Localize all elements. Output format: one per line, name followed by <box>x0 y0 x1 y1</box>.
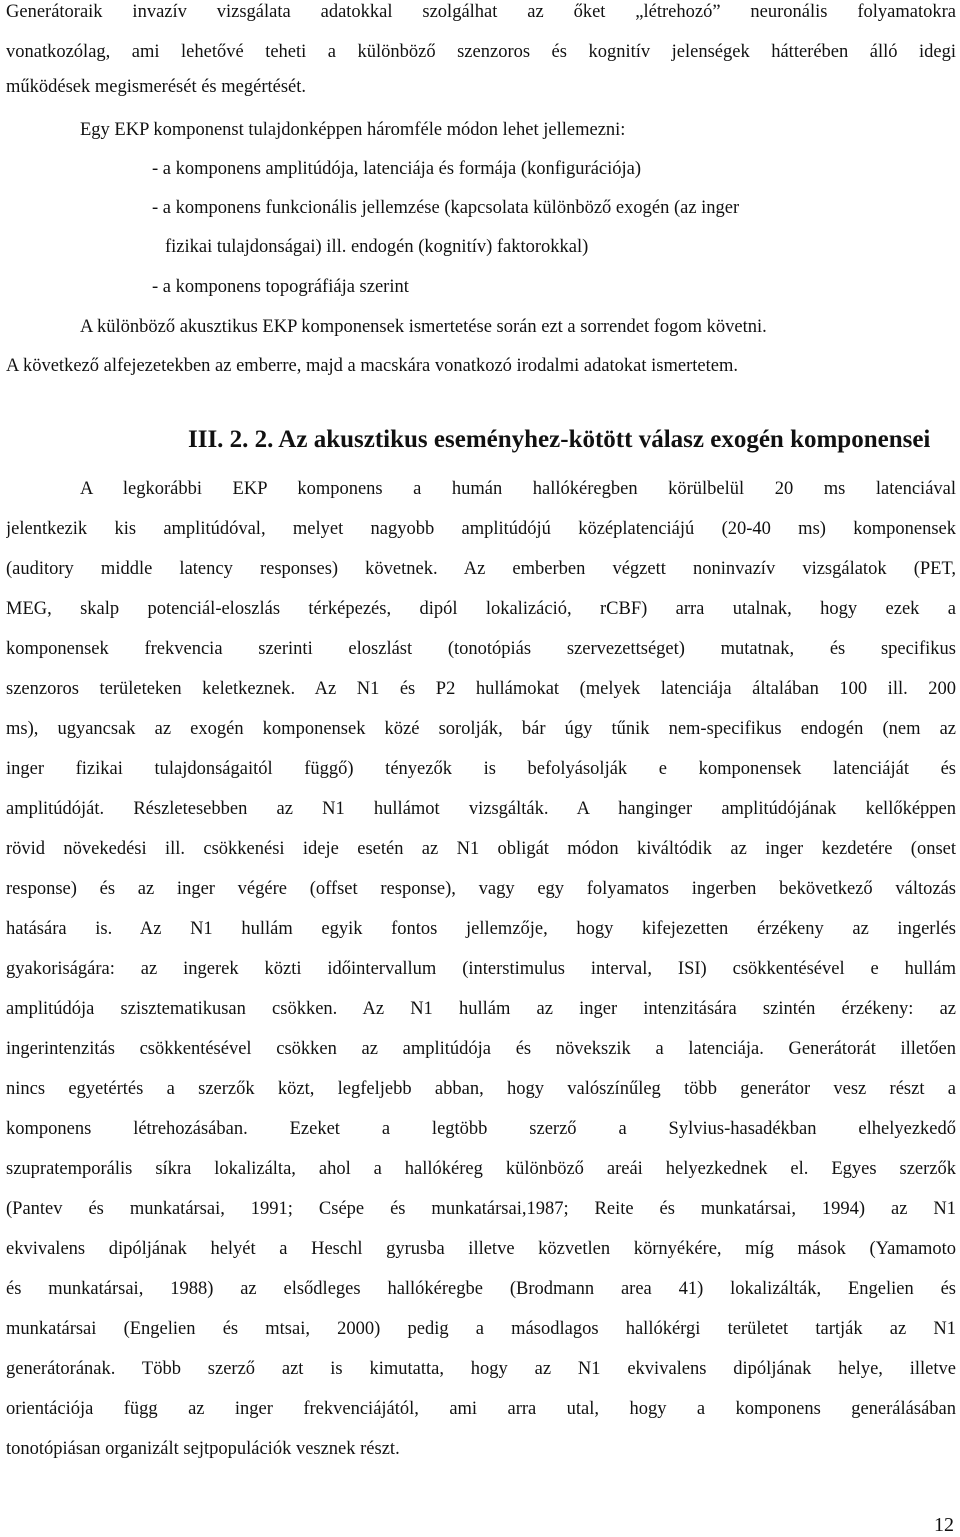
body-line: szenzoros területeken keletkeznek. Az N1 és P2 hullámokat (melyek latenciája általában 100 ill. 200 <box>6 679 956 699</box>
body-line: munkatársai (Engelien és mtsai, 2000) pedig a másodlagos hallókérgi területet tartják az N1 <box>6 1319 956 1339</box>
body-line: komponensek frekvencia szerinti eloszlást (tonotópiás szervezettséget) mutatnak, és specifikus <box>6 639 956 659</box>
body-line: gyakoriságára: az ingerek közti időintervallum (interstimulus interval, ISI) csökkentésével e hullám <box>6 959 956 979</box>
body-line: komponens létrehozásában. Ezeket a legtöbb szerző a Sylvius-hasadékban elhelyezkedő <box>6 1119 956 1139</box>
body-line: tonotópiásan organizált sejtpopulációk vesznek részt. <box>6 1439 400 1459</box>
order-line: A következő alfejezetekben az emberre, majd a macskára vonatkozó irodalmi adatokat ismertetem. <box>6 356 738 376</box>
intro-line: működések megismerését és megértését. <box>6 77 307 97</box>
body-line: (auditory middle latency responses) követnek. Az emberben végzett noninvazív vizsgálatok (PET, <box>6 559 956 579</box>
intro-line: Generátoraik invazív vizsgálata adatokkal szolgálhat az őket „létrehozó” neuronális folyamatokra <box>6 2 956 22</box>
body-line: MEG, skalp potenciál-eloszlás térképezés, dipól lokalizáció, rCBF) arra utalnak, hogy ezek a <box>6 599 956 619</box>
list-item: - a komponens funkcionális jellemzése (kapcsolata különböző exogén (az inger <box>152 198 740 218</box>
body-line: nincs egyetértés a szerzők közt, legfeljebb abban, hogy valószínűleg több generátor vesz részt a <box>6 1079 956 1099</box>
body-line: ms), ugyancsak az exogén komponensek közé sorolják, bár úgy tűnik nem-specifikus endogén (nem az <box>6 719 956 739</box>
body-line: generátorának. Több szerző azt is kimutatta, hogy az N1 ekvivalens dipóljának helye, illetve <box>6 1359 956 1379</box>
body-line: inger fizikai tulajdonságaitól függő) tényezők is befolyásolják e komponensek latenciáját és <box>6 759 956 779</box>
order-line: A különböző akusztikus EKP komponensek ismertetése során ezt a sorrendet fogom követni. <box>80 317 767 337</box>
body-line: ingerintenzitás csökkentésével csökken az amplitúdója és növekszik a latenciája. Generátorát illetően <box>6 1039 956 1059</box>
body-line: amplitúdóját. Részletesebben az N1 hullámot vizsgálták. A hanginger amplitúdójának kellőképpen <box>6 799 956 819</box>
body-line: jelentkezik kis amplitúdóval, melyet nagyobb amplitúdójú középlatenciájú (20-40 ms) komponensek <box>6 519 956 539</box>
section-heading: III. 2. 2. Az akusztikus eseményhez-kötött válasz exogén komponensei <box>188 426 931 453</box>
body-line: (Pantev és munkatársai, 1991; Csépe és munkatársai,1987; Reite és munkatársai, 1994) az N1 <box>6 1199 956 1219</box>
body-line: amplitúdója szisztematikusan csökken. Az N1 hullám az inger intenzitására szintén érzékeny: az <box>6 999 956 1019</box>
body-line: A legkorábbi EKP komponens a humán hallókéregben körülbelül 20 ms latenciával <box>80 479 956 499</box>
ekp-intro-line: Egy EKP komponenst tulajdonképpen háromféle módon lehet jellemezni: <box>80 120 626 140</box>
body-line: ekvivalens dipóljának helyét a Heschl gyrusba illetve közvetlen környékére, míg mások (Yamamoto <box>6 1239 956 1259</box>
body-line: szupratemporális síkra lokalizálta, ahol a hallókéreg különböző areái helyezkednek el. Egyes szerzők <box>6 1159 956 1179</box>
body-line: hatására is. Az N1 hullám egyik fontos jellemzője, hogy kifejezetten érzékeny az ingerlés <box>6 919 956 939</box>
list-item: - a komponens topográfiája szerint <box>152 277 409 297</box>
body-line: és munkatársai, 1988) az elsődleges hallókéregbe (Brodmann area 41) lokalizálták, Engelien és <box>6 1279 956 1299</box>
list-item-continuation: fizikai tulajdonságai) ill. endogén (kognitív) faktorokkal) <box>165 237 589 257</box>
body-line: orientációja függ az inger frekvenciájától, ami arra utal, hogy a komponens generálásában <box>6 1399 956 1419</box>
body-line: rövid növekedési ill. csökkenési ideje esetén az N1 obligát módon kiváltódik az inger kezdetére (onset <box>6 839 956 859</box>
body-line: response) és az inger végére (offset response), vagy egy folyamatos ingerben bekövetkező változás <box>6 879 956 899</box>
page-number: 12 <box>934 1514 954 1536</box>
list-item: - a komponens amplitúdója, latenciája és formája (konfigurációja) <box>152 159 642 179</box>
intro-line: vonatkozólag, ami lehetővé teheti a különböző szenzoros és kognitív jelenségek hátterében álló idegi <box>6 42 956 62</box>
